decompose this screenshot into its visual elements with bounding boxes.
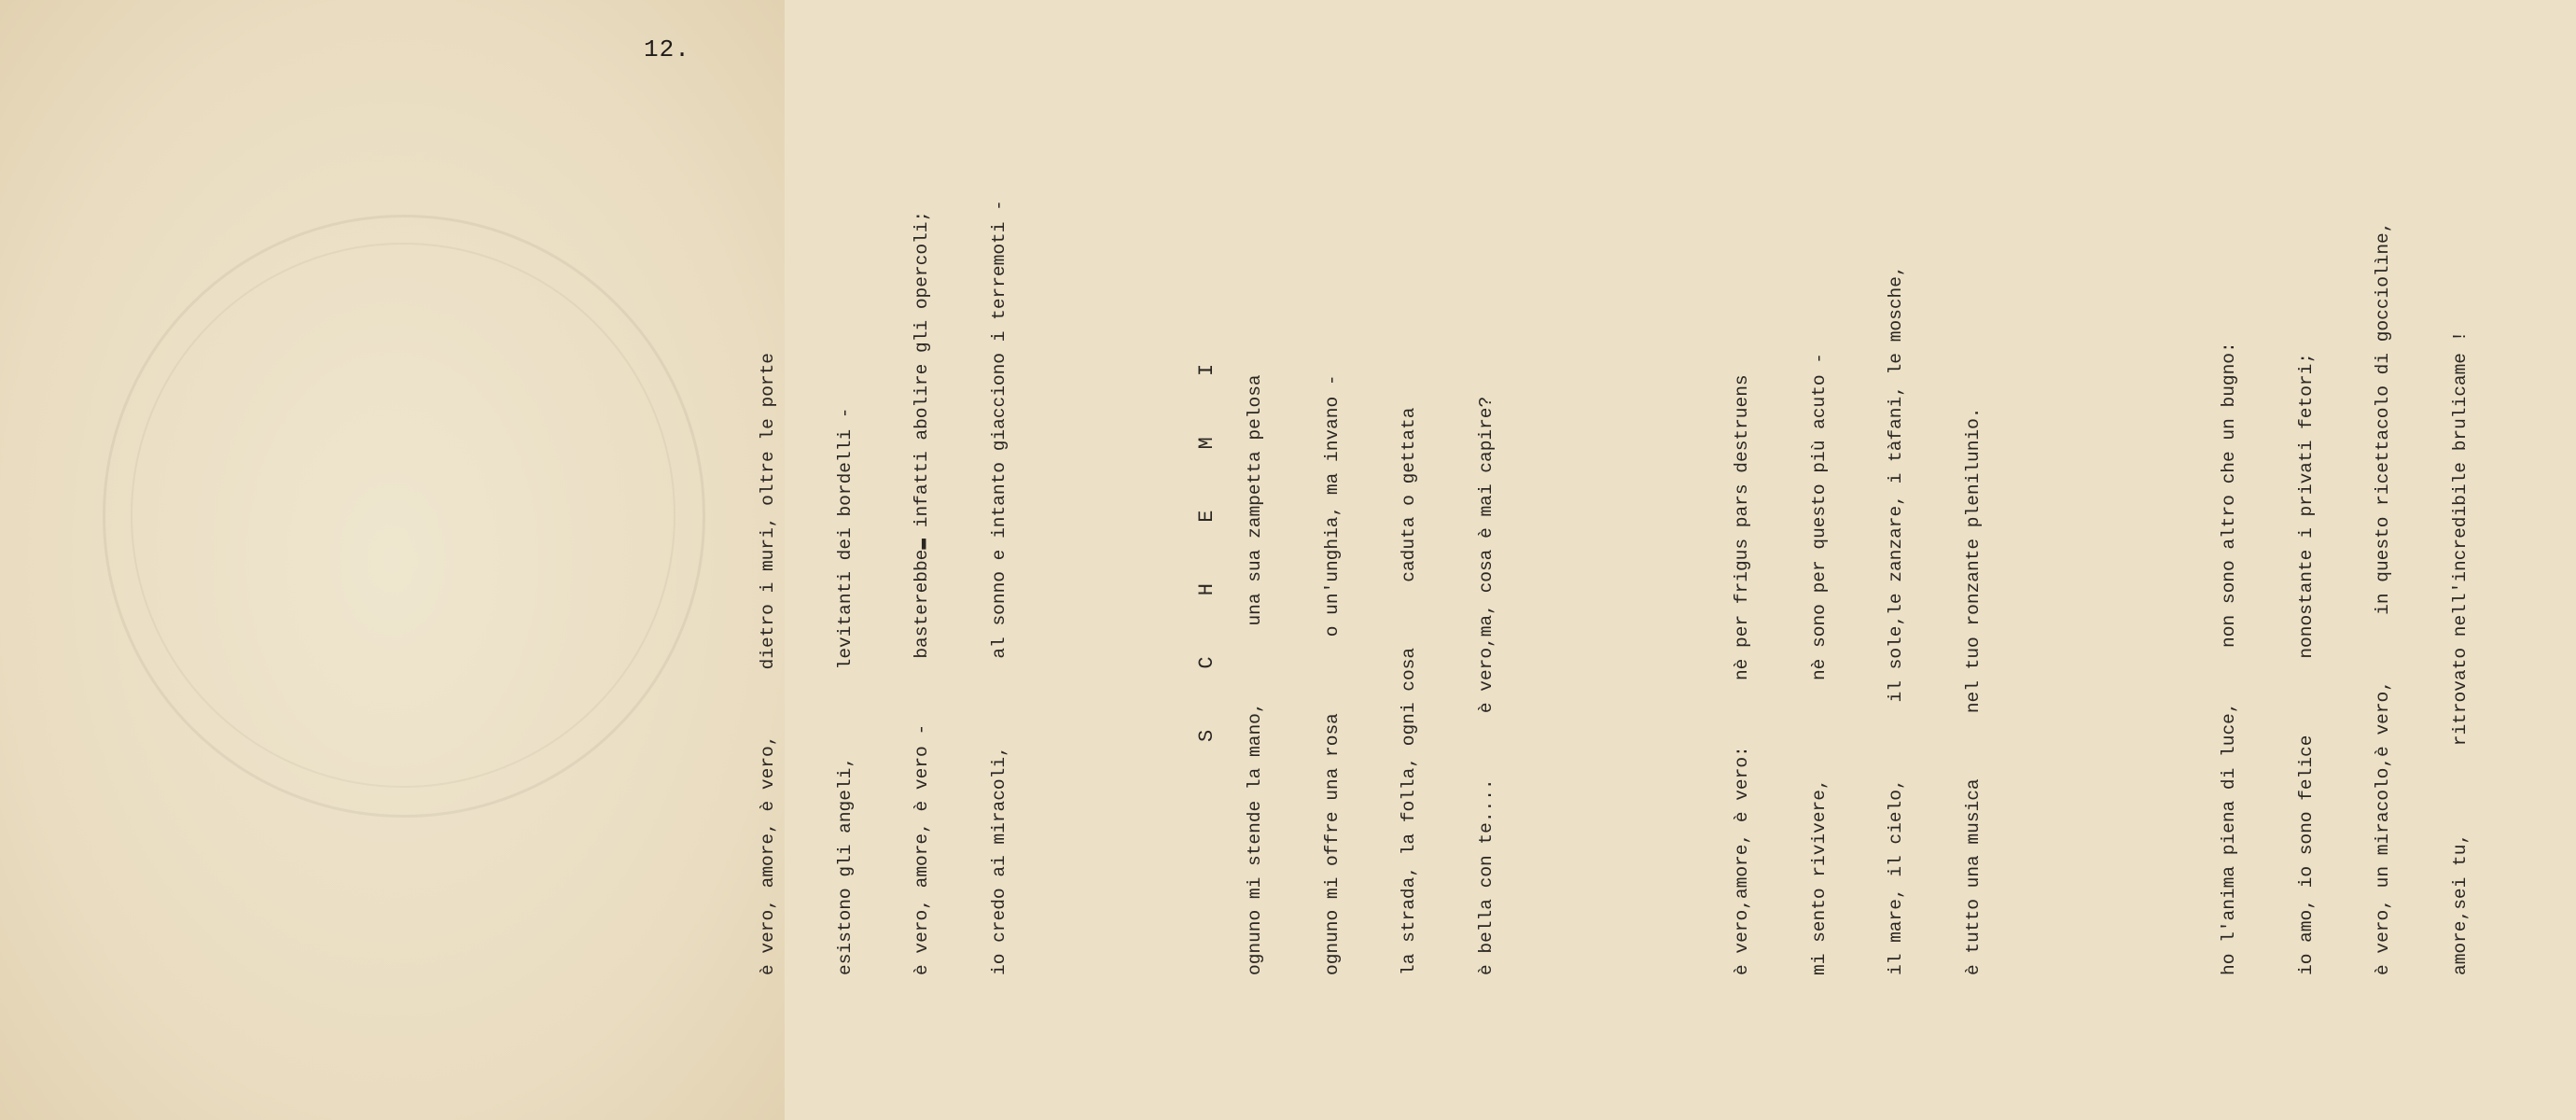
poem-line: ho l'anima piena di luce, non sono altro che un bugno: bbox=[2219, 342, 2239, 975]
stanza-1 bbox=[704, 135, 1064, 975]
poem-title: S C H E M I bbox=[1195, 339, 1218, 742]
stanza-4 bbox=[2165, 135, 2525, 975]
watermark-seal-ring bbox=[131, 243, 675, 788]
poem-line: è bella con te.... è vero,ma, cosa è mai capire? bbox=[1475, 396, 1497, 975]
poem-line: ognuno mi stende la mano, una sua zampetta pelosa bbox=[1245, 374, 1265, 975]
poem-line: il mare, il cielo, il sole,le zanzare, i tàfani, le mosche, bbox=[1886, 265, 1906, 975]
poem-block bbox=[653, 135, 2471, 975]
poem-line: amore,sei tu, ritrovato nell'incredibile brulicame ! bbox=[2449, 330, 2471, 975]
stanza-2 bbox=[1191, 135, 1551, 975]
poem-line: è vero, amore, è vero, dietro i muri, oltre le porte bbox=[758, 352, 778, 975]
poem-line: io credo ai miracoli, al sonno e intanto giacciono i terremoti - bbox=[988, 200, 1010, 975]
poem-line: è vero, amore, è vero - basterebbe▬ infatti abolire gli opercoli; bbox=[912, 210, 932, 975]
poem-line: la strada, la folla, ogni cosa caduta o gettata bbox=[1399, 407, 1419, 975]
poem-line: è tutto una musica nel tuo ronzante plenilunio. bbox=[1962, 407, 1984, 975]
stanza-3 bbox=[1678, 135, 2038, 975]
poem-line: è vero,amore, è vero: nè per frigus pars destruens bbox=[1732, 374, 1752, 975]
poem-line: è vero, un miracolo,è vero, in questo ricettacolo di gocciolìne, bbox=[2373, 221, 2393, 975]
poem-line: mi sento rivivere, nè sono per questo più acuto - bbox=[1808, 352, 1830, 975]
poem-line: ognuno mi offre una rosa o un'unghia, ma invano - bbox=[1321, 374, 1343, 975]
poem-line: esistono gli angeli, levitanti dei bordelli - bbox=[834, 407, 856, 975]
poem-line: io amo, io sono felice nonostante i privati fetori; bbox=[2295, 352, 2317, 975]
page-number: 12. bbox=[644, 35, 690, 63]
